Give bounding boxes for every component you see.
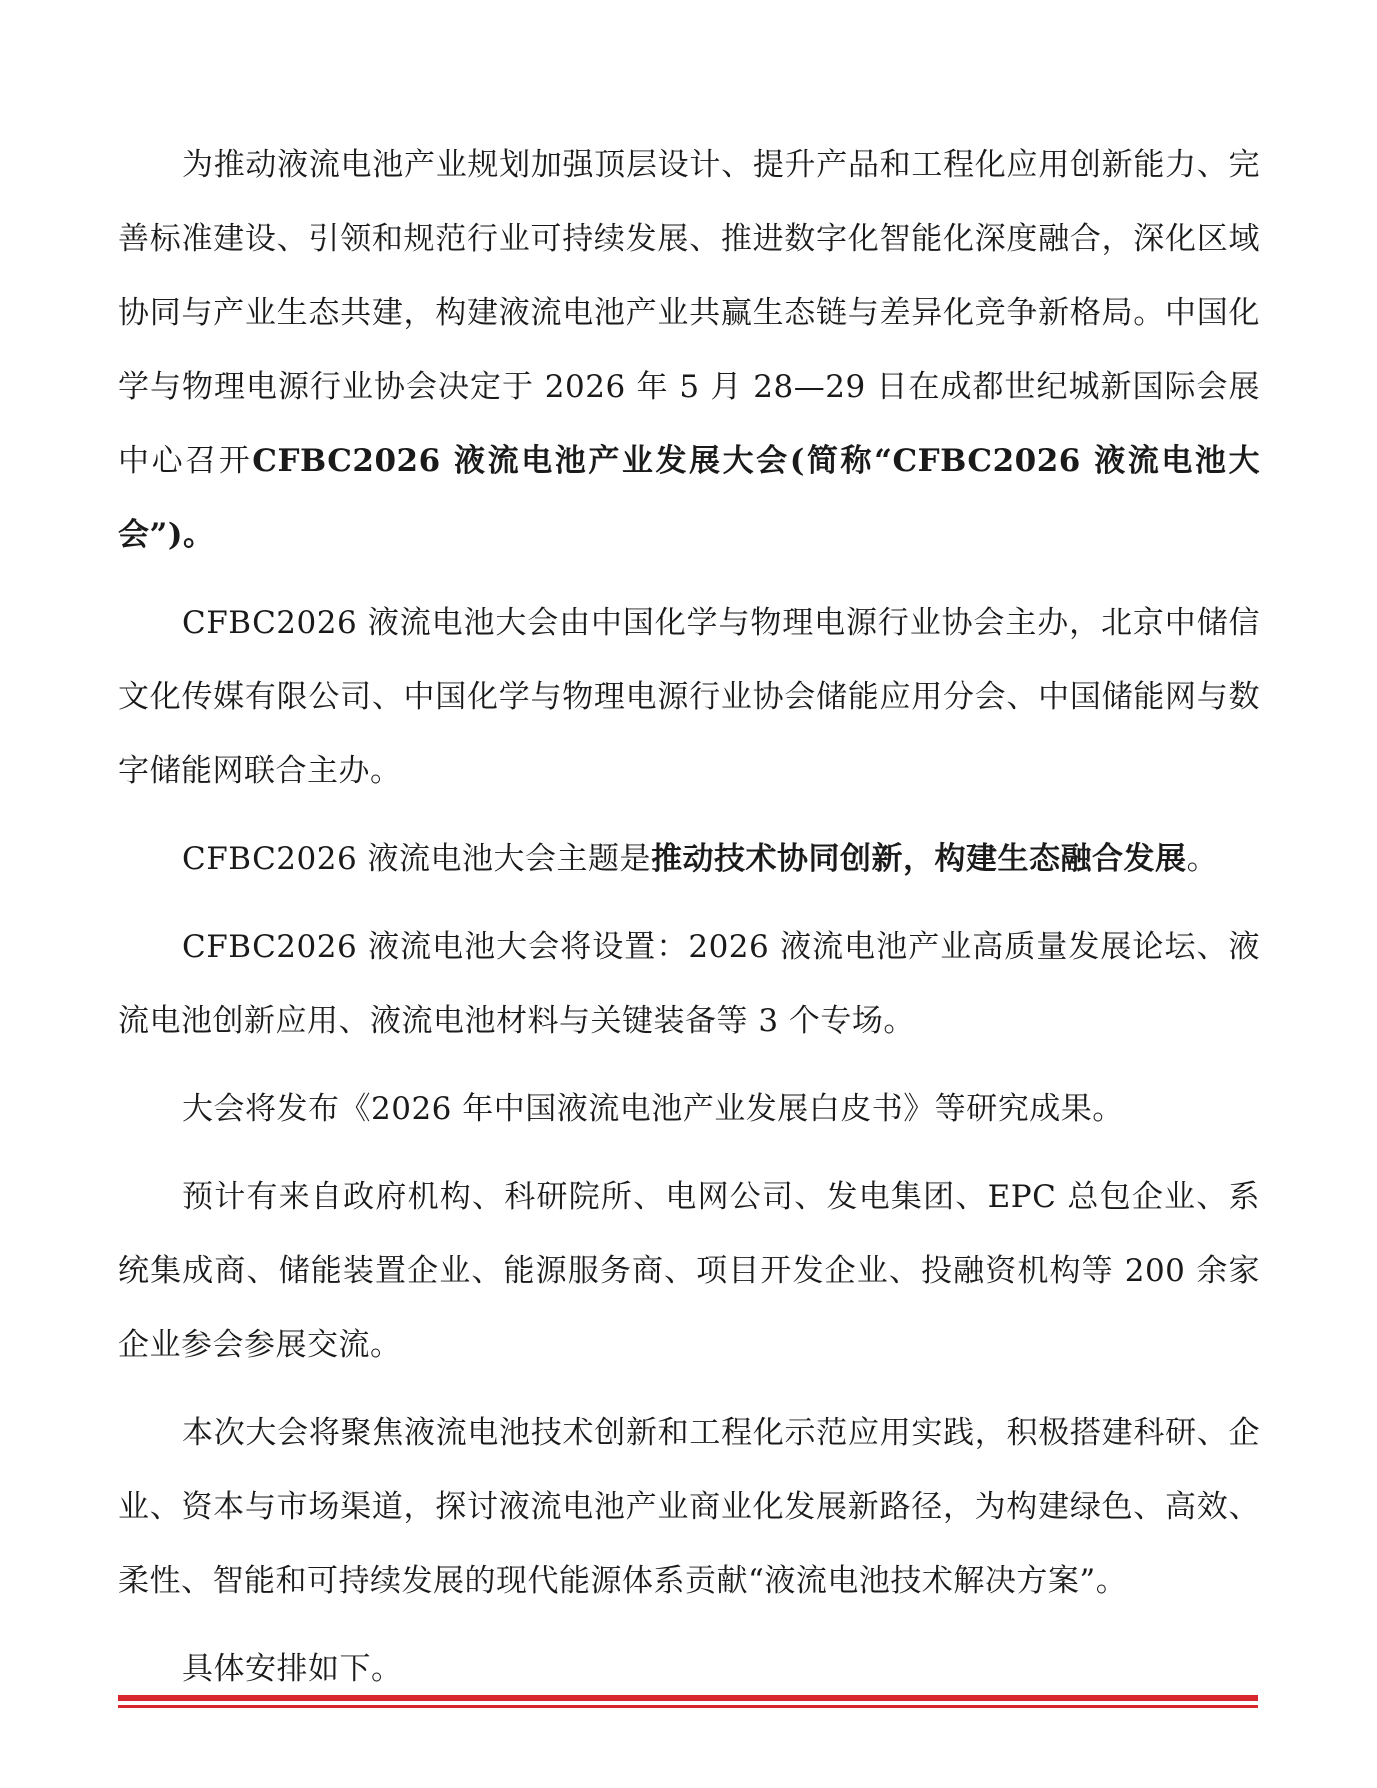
theme-text-end: 。 — [1186, 841, 1219, 877]
organizers-text: CFBC2026 液流电池大会由中国化学与物理电源行业协会主办，北京中储信文化传媒有限公司、中国化学与物理电源行业协会储能应用分会、中国储能网与数字储能网联合主办。 — [118, 605, 1260, 789]
paragraph-intro — [118, 128, 1260, 572]
paragraph-sessions — [118, 910, 1260, 1058]
footer-divider-thick-line — [118, 1695, 1258, 1701]
paragraph-theme — [118, 822, 1260, 896]
document-body — [118, 128, 1260, 1720]
paragraph-whitepaper — [118, 1072, 1260, 1146]
theme-bold-text: 推动技术协同创新，构建生态融合发展 — [651, 841, 1187, 877]
footer-divider — [118, 1695, 1258, 1709]
attendees-text: 预计有来自政府机构、科研院所、电网公司、发电集团、EPC 总包企业、系统集成商、储能装置企业、能源服务商、项目开发企业、投融资机构等 200 余家企业参会参展交流。 — [118, 1179, 1260, 1363]
intro-bold-text: CFBC2026 液流电池产业发展大会(简称“CFBC2026 液流电池大会”)。 — [118, 443, 1261, 553]
focus-text: 本次大会将聚焦液流电池技术创新和工程化示范应用实践，积极搭建科研、企业、资本与市场渠道，探讨液流电池产业商业化发展新路径，为构建绿色、高效、柔性、智能和可持续发展的现代能源体系贡献“液流电池技术解决方案”。 — [118, 1415, 1260, 1599]
theme-text: CFBC2026 液流电池大会主题是 — [182, 841, 652, 877]
paragraph-attendees — [118, 1160, 1260, 1382]
intro-text: 为推动液流电池产业规划加强顶层设计、提升产品和工程化应用创新能力、完善标准建设、引领和规范行业可持续发展、推进数字化智能化深度融合，深化区域协同与产业生态共建，构建液流电池产业共赢生态链与差异化竞争新格局。中国化学与物理电源行业协会决定于 2026 年 5 月 28—29 日在成都世纪城新国际会展中心召开 — [118, 147, 1260, 479]
arrangement-text: 具体安排如下。 — [182, 1651, 403, 1687]
sessions-text: CFBC2026 液流电池大会将设置：2026 液流电池产业高质量发展论坛、液流电池创新应用、液流电池材料与关键装备等 3 个专场。 — [118, 929, 1260, 1039]
footer-divider-thin-line — [118, 1705, 1258, 1708]
paragraph-focus — [118, 1396, 1260, 1618]
paragraph-organizers — [118, 586, 1260, 808]
whitepaper-text: 大会将发布《2026 年中国液流电池产业发展白皮书》等研究成果。 — [182, 1091, 1124, 1127]
